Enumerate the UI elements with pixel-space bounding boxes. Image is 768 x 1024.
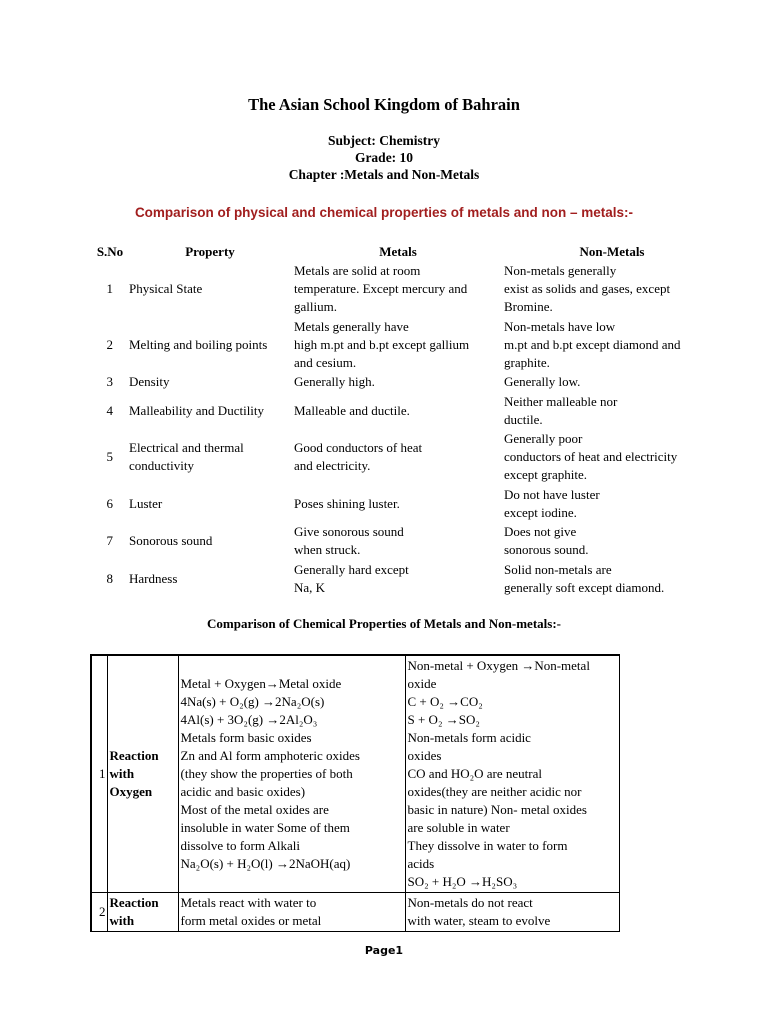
metals-text-line: Zn and Al form amphoteric oxides [180,748,360,763]
metals-text-line: acidic and basic oxides) [180,784,306,799]
row-number-line: 1 [99,766,106,781]
chemical-heading: Comparison of Chemical Properties of Metals and Non-metals:- [207,616,561,631]
nonmetals-text: Does not give [504,524,577,539]
metals-text-line: 4Na(s) + O₂(g) →2Na₂O(s) [180,694,325,709]
col-header-nonmetals: Non-Metals [579,244,645,259]
nonmetals-text: except iodine. [504,505,577,520]
row-number: 4 [106,403,113,418]
nonmetals-text-line: oxide [407,676,437,691]
metals-text: high m.pt and b.pt except gallium [294,337,470,352]
table-row [91,655,619,893]
metals-text: Give sonorous sound [294,524,404,539]
nonmetals-text-line: CO and HO₂O are neutral [407,766,542,781]
nonmetals-text: Solid non-metals are [504,562,612,577]
metals-text: and electricity. [294,458,371,473]
nonmetals-text-line: oxides(they are neither acidic nor [407,784,582,799]
nonmetals-text: Generally low. [504,374,581,389]
metals-text: Metals generally have [294,319,409,334]
grade-line: Grade: 10 [354,150,414,165]
row-number: 7 [106,533,113,548]
metals-text-line: Most of the metal oxides are [180,802,329,817]
metals-text-line: Metals form basic oxides [180,730,312,745]
row-number: 2 [106,337,113,352]
metals-text: Na, K [294,580,326,595]
row-number: 1 [106,281,113,296]
nonmetals-text-line: with water, steam to evolve [407,913,551,928]
nonmetals-text-line: Non-metals do not react [407,895,533,910]
nonmetals-text: ductile. [504,412,543,427]
chemical-properties-table [90,654,620,932]
table-row [91,893,619,932]
property-name: Electrical and thermal [129,440,244,455]
nonmetals-text-line: Non-metal + Oxygen →Non-metal [407,658,590,673]
property-name: Luster [129,496,163,511]
property-name: Hardness [129,571,178,586]
nonmetals-text-line: They dissolve in water to form [407,838,568,853]
nonmetals-text-line: Non-metals form acidic [407,730,531,745]
row-number: 5 [106,449,113,464]
row-number-line: 2 [99,904,106,919]
property-name: Melting and boiling points [129,337,268,352]
property-name: conductivity [129,458,194,473]
property-name [107,893,178,932]
metals-text [178,893,405,932]
metals-text: when struck. [294,542,361,557]
metals-text: Generally hard except [294,562,409,577]
property-name-line: Oxygen [109,784,153,799]
metals-text [178,655,405,893]
property-name-line: Reaction [109,895,159,910]
metals-text-line: dissolve to form Alkali [180,838,301,853]
metals-text: Generally high. [294,374,375,389]
nonmetals-text: Generally poor [504,431,583,446]
metals-text: and cesium. [294,355,357,370]
nonmetals-text-line: C + O₂ →CO₂ [407,694,483,709]
nonmetals-text: Non-metals have low [504,319,616,334]
metals-text-line: 4Al(s) + 3O₂(g) →2Al₂O₃ [180,712,318,727]
page-number: Page1 [364,944,404,957]
property-name-line: with [109,766,135,781]
metals-text: temperature. Except mercury and [294,281,468,296]
metals-text-line: Metal + Oxygen→Metal oxide [180,676,342,691]
row-number: 3 [106,374,113,389]
nonmetals-text-line: oxides [407,748,442,763]
metals-text-line: form metal oxides or metal [180,913,322,928]
row-number: 8 [106,571,113,586]
row-number: 6 [106,496,113,511]
metals-text-line: insoluble in water Some of them [180,820,350,835]
col-header-metals: Metals [379,244,417,259]
nonmetals-text: sonorous sound. [504,542,589,557]
property-name-line: with [109,913,135,928]
property-name [107,655,178,893]
school-title: The Asian School Kingdom of Bahrain [248,95,520,114]
row-number [91,893,107,932]
property-name: Physical State [129,281,203,296]
col-header-property: Property [185,244,235,259]
nonmetals-text: conductors of heat and electricity [504,449,678,464]
nonmetals-text-line: S + O₂ →SO₂ [407,712,480,727]
nonmetals-text: Non-metals generally [504,263,617,278]
metals-text: Poses shining luster. [294,496,400,511]
property-name-line: Reaction [109,748,159,763]
metals-text-line: (they show the properties of both [180,766,353,781]
property-name: Malleability and Ductility [129,403,265,418]
property-name: Density [129,374,170,389]
nonmetals-text-line: SO₂ + H₂O →H₂SO₃ [407,874,518,889]
nonmetals-text-line: are soluble in water [407,820,510,835]
metals-text: Metals are solid at room [294,263,421,278]
nonmetals-text: graphite. [504,355,550,370]
nonmetals-text: Bromine. [504,299,553,314]
nonmetals-text: generally soft except diamond. [504,580,665,595]
metals-text: gallium. [294,299,337,314]
metals-text: Malleable and ductile. [294,403,410,418]
nonmetals-text: exist as solids and gases, except [504,281,671,296]
row-number [91,655,107,893]
nonmetals-text [405,893,619,932]
nonmetals-text: except graphite. [504,467,588,482]
metals-text: Good conductors of heat [294,440,423,455]
nonmetals-text [405,655,619,893]
chapter-line: Chapter :Metals and Non-Metals [288,167,480,182]
nonmetals-text: Do not have luster [504,487,600,502]
comparison-heading: Comparison of physical and chemical properties of metals and non – metals:- [134,205,634,220]
nonmetals-text: Neither malleable nor [504,394,618,409]
nonmetals-text: m.pt and b.pt except diamond and [504,337,681,352]
subject-line: Subject: Chemistry [327,133,441,148]
col-header-sno: S.No [96,244,124,259]
nonmetals-text-line: acids [407,856,435,871]
nonmetals-text-line: basic in nature) Non- metal oxides [407,802,587,817]
metals-text-line: Na₂O(s) + H₂O(l) →2NaOH(aq) [180,856,351,871]
metals-text-line: Metals react with water to [180,895,317,910]
property-name: Sonorous sound [129,533,213,548]
